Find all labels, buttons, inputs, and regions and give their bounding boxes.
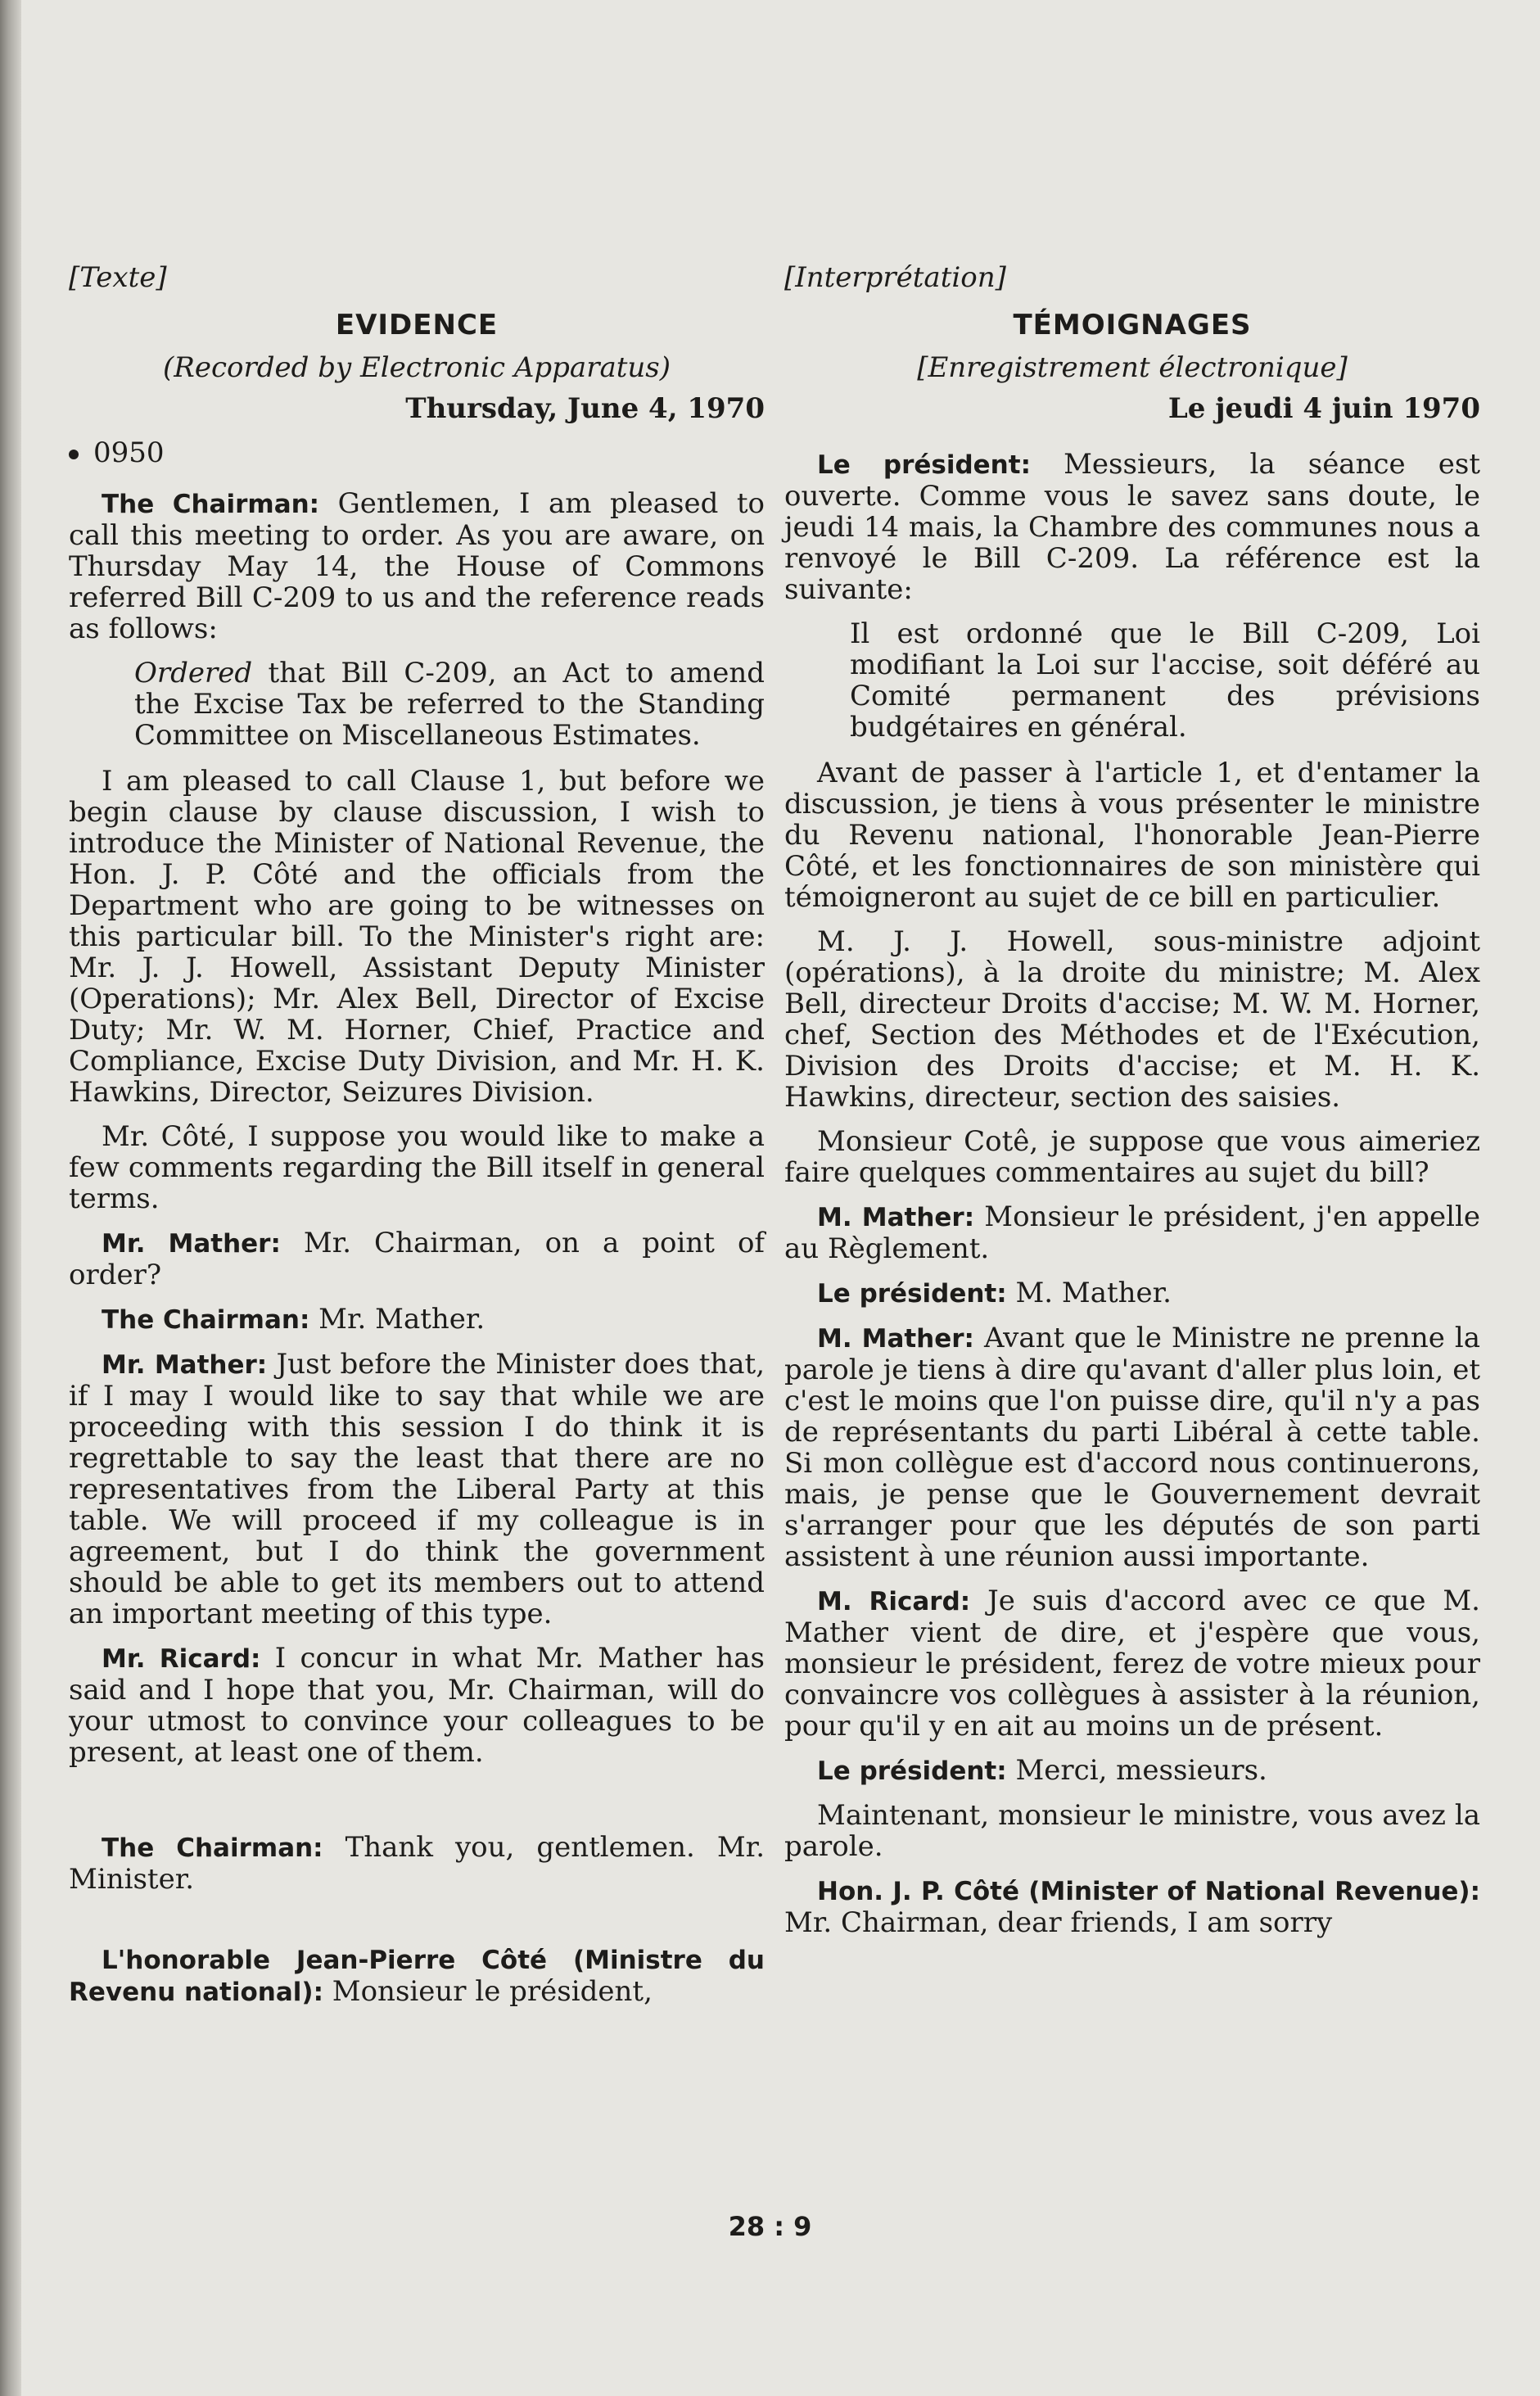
paragraph — [69, 488, 765, 644]
paragraph — [784, 1585, 1480, 1742]
spacer — [69, 1781, 765, 1832]
recording-note: [Enregistrement électronique] — [917, 351, 1348, 384]
paragraph-text: Monsieur le président, j'en appelle au Règlement. — [784, 1200, 1480, 1265]
speaker-name: Le président: — [817, 450, 1031, 480]
paragraph — [69, 1349, 765, 1630]
quote-text: that Bill C-209, an Act to amend the Excise Tax be referred to the Standing Committee on Miscellaneous Estimates. — [134, 657, 765, 752]
speaker-name: Mr. Ricard: — [102, 1644, 261, 1674]
paragraph-text: I concur in what Mr. Mather has said and I hope that you, Mr. Chairman, will do your utmost to convince your colleagues to be present, at least one of them. — [69, 1642, 765, 1769]
paragraph: I am pleased to call Clause 1, but before we begin clause by clause discussion, I wish to introduce the Minister of National Revenue, the Hon. J. P. Côté and the officials from the Department who are going to be witnesses on this particular bill. To the Minister's right are: Mr. J. J. Howell, Assistant Deputy Minister (Operations); Mr. Alex Bell, Director of Excise Duty; Mr. W. M. Horner, Chief, Practice and Compliance, Excise Duty Division, and Mr. H. K. Hawkins, Director, Seizures Division. — [69, 765, 765, 1109]
speaker-name: Mr. Mather: — [102, 1229, 281, 1259]
paragraph-text: Avant que le Ministre ne prenne la parole je tiens à dire qu'avant d'aller plus loin, et c'est le moins que l'on puisse dire, qu'il n'y a pas de représentants du parti Libéral à cette table. Si mon collègue est d'accord nous continuerons, mais, je pense que le Gouvernement devrait s'arranger pour que les députés de son parti assistent à une réunion aussi importante. — [784, 1322, 1480, 1573]
speaker-name: M. Ricard: — [817, 1587, 971, 1616]
paragraph: Monsieur Cotê, je suppose que vous aimeriez faire quelques commentaires au sujet du bill? — [784, 1125, 1480, 1189]
temoignages-heading: TÉMOIGNAGES — [1013, 309, 1252, 341]
paragraph — [69, 1643, 765, 1768]
page-number: 28 : 9 — [728, 2211, 812, 2242]
paragraph — [69, 1227, 765, 1291]
paragraph — [784, 449, 1480, 605]
speaker-name: M. Mather: — [817, 1324, 974, 1354]
paragraph-text: Mr. Chairman, on a point of order? — [69, 1227, 765, 1291]
paragraph: Avant de passer à l'article 1, et d'entamer la discussion, je tiens à vous présenter le ministre du Revenu national, l'honorable Jean-Pierre Côté, et les fonctionnaires de son ministère qui témoigneront au sujet de ce bill en particulier. — [784, 757, 1480, 914]
quote-emphasis: Ordered — [134, 657, 253, 689]
paragraph-text: Gentlemen, I am pleased to call this meeting to order. As you are aware, on Thursday May 14, the House of Commons referred Bill C-209 to us and the reference reads as follows: — [69, 487, 765, 645]
paragraph-text: Thank you, gentlemen. Mr. Minister. — [69, 1831, 765, 1896]
speaker-name: Le président: — [817, 1756, 1007, 1786]
bullet-icon — [69, 450, 79, 459]
paragraph-text: Merci, messieurs. — [1006, 1754, 1267, 1787]
paragraph — [784, 1277, 1480, 1309]
paragraph-text: Messieurs, la séance est ouverte. Comme vous le savez sans doute, le jeudi 14 mais, la Chambre des communes nous a renvoyé le Bill C-209. La référence est la suivante: — [784, 448, 1480, 606]
speaker-name: The Chairman: — [102, 1833, 323, 1863]
paragraph-text: M. Mather. — [1006, 1277, 1172, 1309]
text-tag: [Texte] — [69, 261, 167, 294]
paragraph — [784, 1755, 1480, 1787]
paragraph: M. J. J. Howell, sous-ministre adjoint (opérations), à la droite du ministre; M. Alex Bell, directeur Droits d'accise; M. W. M. Horner, chef, Section des Méthodes et de l'Exécution, Division des Droits d'accise; et M. H. K. Hawkins, directeur, section des saisies. — [784, 925, 1480, 1114]
quoted-reference — [134, 658, 765, 751]
paragraph-text: Just before the Minister does that, if I may I would like to say that while we are proceeding with this session I do think it is regrettable to say the least that there are no representatives from the Liberal Party at this table. We will proceed if my colleague is in agreement, but I do think the government should be able to get its members out to attend an important meeting of this type. — [69, 1348, 765, 1630]
paragraph-text: Mr. Mather. — [309, 1303, 485, 1336]
speaker-name: M. Mather: — [817, 1203, 975, 1232]
meeting-date: Le jeudi 4 juin 1970 — [1167, 392, 1480, 425]
speaker-name: The Chairman: — [102, 490, 320, 519]
recording-note: (Recorded by Electronic Apparatus) — [162, 351, 671, 384]
interpretation-tag: [Interprétation] — [784, 261, 1006, 294]
speaker-name: Mr. Mather: — [102, 1350, 268, 1380]
french-column — [784, 262, 1480, 1951]
paragraph — [784, 1201, 1480, 1264]
paragraph: Mr. Côté, I suppose you would like to make a few comments regarding the Bill itself in general terms. — [69, 1120, 765, 1215]
paragraph — [69, 1944, 765, 2008]
speaker-name: L'honorable Jean-Pierre Côté (Ministre du Revenu national): — [69, 1946, 765, 2007]
paragraph — [784, 1875, 1480, 1938]
english-column — [69, 262, 765, 2021]
paragraph-text: Je suis d'accord avec ce que M. Mather vient de dire, et j'espère que vous, monsieur le président, ferez de votre mieux pour convaincre vos collègues à assister à la réunion, pour qu'il y en ait au moins un de présent. — [784, 1585, 1480, 1743]
quoted-reference: Il est ordonné que le Bill C-209, Loi modifiant la Loi sur l'accise, soit déféré au Comité permanent des prévisions budgétaires en général. — [850, 617, 1480, 744]
timecode — [69, 437, 765, 468]
paragraph — [69, 1304, 765, 1336]
paragraph — [784, 1322, 1480, 1572]
paragraph-text: Monsieur le président, — [323, 1975, 653, 2008]
speaker-name: The Chairman: — [102, 1305, 310, 1335]
meeting-date: Thursday, June 4, 1970 — [405, 392, 765, 425]
paragraph: Maintenant, monsieur le ministre, vous avez la parole. — [784, 1799, 1480, 1863]
evidence-heading: EVIDENCE — [335, 309, 499, 341]
paragraph-text: Mr. Chairman, dear friends, I am sorry — [784, 1906, 1333, 1939]
speaker-name: Hon. J. P. Côté (Minister of National Revenue): — [817, 1877, 1480, 1906]
spacer — [69, 1908, 765, 1944]
paragraph — [69, 1832, 765, 1895]
timecode-value: 0950 — [93, 436, 165, 469]
speaker-name: Le président: — [817, 1279, 1007, 1309]
page-binding-shadow — [0, 0, 21, 2396]
